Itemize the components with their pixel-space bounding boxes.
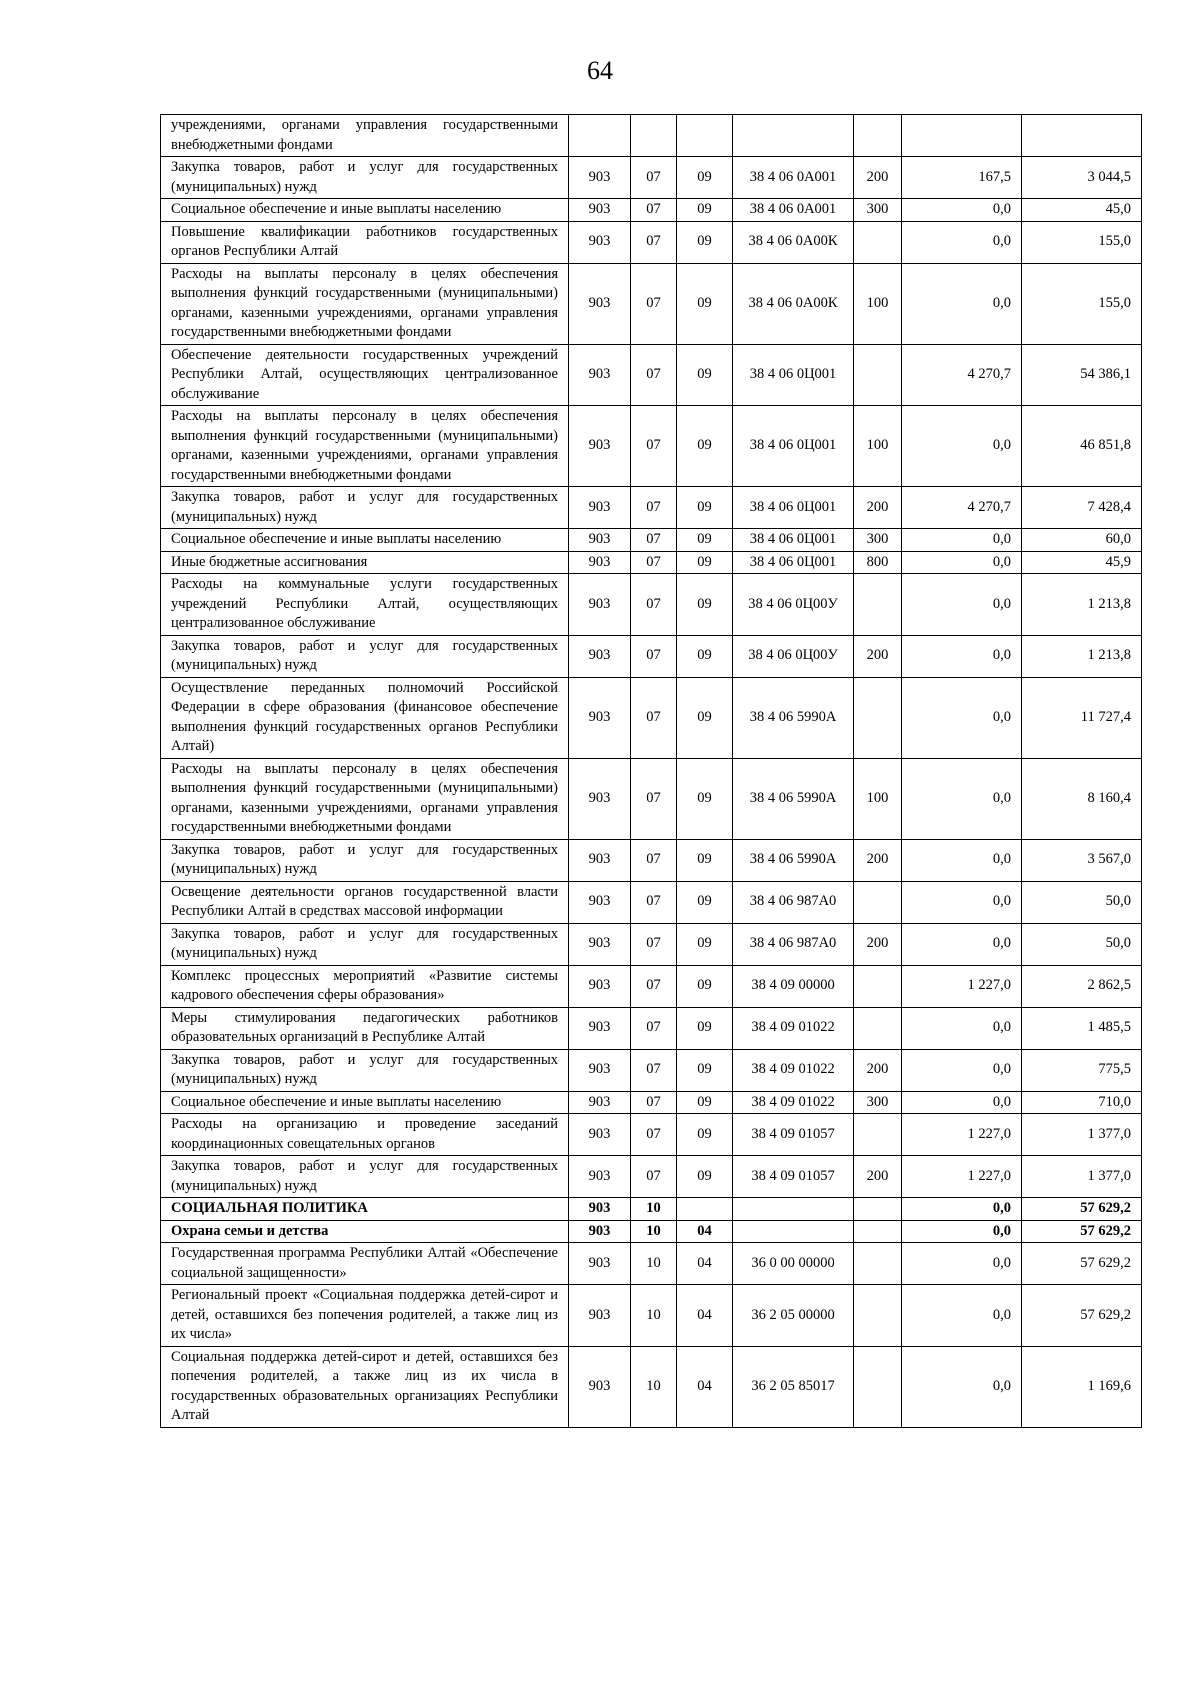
expense-type-cell	[854, 677, 902, 758]
subsection-code-cell: 04	[677, 1346, 733, 1427]
table-row	[161, 529, 1142, 552]
amount-total-cell: 57 629,2	[1022, 1220, 1142, 1243]
target-article-cell: 38 4 09 01022	[733, 1007, 854, 1049]
amount-total-cell: 1 377,0	[1022, 1156, 1142, 1198]
table-row	[161, 1285, 1142, 1347]
subsection-code-cell: 09	[677, 406, 733, 487]
amount-total-cell	[1022, 115, 1142, 157]
subsection-code-cell: 04	[677, 1243, 733, 1285]
amount-change-cell: 0,0	[902, 923, 1022, 965]
amount-total-cell: 155,0	[1022, 221, 1142, 263]
expense-name-cell: Закупка товаров, работ и услуг для государственных (муниципальных) нужд	[161, 1156, 569, 1198]
target-article-cell: 38 4 06 987А0	[733, 881, 854, 923]
table-row	[161, 923, 1142, 965]
section-code-cell: 07	[631, 344, 677, 406]
section-code-cell: 07	[631, 758, 677, 839]
subsection-code-cell: 09	[677, 635, 733, 677]
amount-change-cell: 0,0	[902, 1243, 1022, 1285]
amount-total-cell: 57 629,2	[1022, 1243, 1142, 1285]
expense-name-cell: Закупка товаров, работ и услуг для государственных (муниципальных) нужд	[161, 839, 569, 881]
amount-change-cell: 0,0	[902, 1346, 1022, 1427]
administrator-code-cell	[569, 115, 631, 157]
table-row	[161, 551, 1142, 574]
administrator-code-cell: 903	[569, 199, 631, 222]
amount-change-cell: 1 227,0	[902, 1156, 1022, 1198]
section-code-cell: 07	[631, 574, 677, 636]
expense-name-cell: Расходы на коммунальные услуги государственных учреждений Республики Алтай, осуществляющих централизованное обслуживание	[161, 574, 569, 636]
administrator-code-cell: 903	[569, 758, 631, 839]
target-article-cell: 36 2 05 00000	[733, 1285, 854, 1347]
subsection-code-cell: 09	[677, 1007, 733, 1049]
amount-change-cell: 0,0	[902, 1049, 1022, 1091]
administrator-code-cell: 903	[569, 1198, 631, 1221]
table-row	[161, 1114, 1142, 1156]
amount-total-cell: 1 485,5	[1022, 1007, 1142, 1049]
expense-name-cell: Повышение квалификации работников государственных органов Республики Алтай	[161, 221, 569, 263]
administrator-code-cell: 903	[569, 487, 631, 529]
subsection-code-cell: 04	[677, 1220, 733, 1243]
target-article-cell: 38 4 06 0Ц001	[733, 406, 854, 487]
subsection-code-cell: 09	[677, 221, 733, 263]
expense-name-cell: Осуществление переданных полномочий Российской Федерации в сфере образования (финансовое обеспечение выполнения функций государственных органов Республики Алтай)	[161, 677, 569, 758]
amount-change-cell: 0,0	[902, 881, 1022, 923]
administrator-code-cell: 903	[569, 1091, 631, 1114]
administrator-code-cell: 903	[569, 635, 631, 677]
section-code-cell: 07	[631, 406, 677, 487]
administrator-code-cell: 903	[569, 157, 631, 199]
section-code-cell: 07	[631, 635, 677, 677]
section-code-cell: 07	[631, 965, 677, 1007]
amount-change-cell: 0,0	[902, 635, 1022, 677]
expense-type-cell: 200	[854, 635, 902, 677]
expense-name-cell: Закупка товаров, работ и услуг для государственных (муниципальных) нужд	[161, 157, 569, 199]
budget-table-body	[161, 115, 1142, 1428]
expense-name-cell: Меры стимулирования педагогических работников образовательных организаций в Республике Алтай	[161, 1007, 569, 1049]
section-code-cell: 10	[631, 1220, 677, 1243]
expense-type-cell: 300	[854, 199, 902, 222]
amount-total-cell: 1 169,6	[1022, 1346, 1142, 1427]
expense-type-cell	[854, 1346, 902, 1427]
amount-change-cell: 0,0	[902, 199, 1022, 222]
amount-total-cell: 57 629,2	[1022, 1285, 1142, 1347]
administrator-code-cell: 903	[569, 677, 631, 758]
administrator-code-cell: 903	[569, 221, 631, 263]
amount-total-cell: 11 727,4	[1022, 677, 1142, 758]
administrator-code-cell: 903	[569, 1346, 631, 1427]
expense-name-cell: Государственная программа Республики Алтай «Обеспечение социальной защищенности»	[161, 1243, 569, 1285]
table-row	[161, 635, 1142, 677]
administrator-code-cell: 903	[569, 1007, 631, 1049]
target-article-cell: 38 4 06 0Ц00У	[733, 635, 854, 677]
administrator-code-cell: 903	[569, 1243, 631, 1285]
administrator-code-cell: 903	[569, 551, 631, 574]
amount-change-cell: 0,0	[902, 1220, 1022, 1243]
subsection-code-cell: 09	[677, 881, 733, 923]
table-row	[161, 881, 1142, 923]
target-article-cell: 38 4 06 0Ц001	[733, 344, 854, 406]
subsection-code-cell: 09	[677, 1114, 733, 1156]
section-code-cell: 10	[631, 1346, 677, 1427]
table-row	[161, 1049, 1142, 1091]
page-number: 64	[587, 56, 613, 85]
table-row	[161, 1243, 1142, 1285]
section-code-cell: 07	[631, 487, 677, 529]
amount-total-cell: 57 629,2	[1022, 1198, 1142, 1221]
amount-change-cell: 1 227,0	[902, 965, 1022, 1007]
expense-name-cell: Социальное обеспечение и иные выплаты населению	[161, 1091, 569, 1114]
amount-change-cell: 0,0	[902, 574, 1022, 636]
expense-name-cell: Расходы на организацию и проведение заседаний координационных совещательных органов	[161, 1114, 569, 1156]
amount-total-cell: 46 851,8	[1022, 406, 1142, 487]
administrator-code-cell: 903	[569, 1285, 631, 1347]
expense-type-cell	[854, 574, 902, 636]
expense-type-cell	[854, 1007, 902, 1049]
target-article-cell: 38 4 06 5990А	[733, 758, 854, 839]
section-code-cell: 10	[631, 1243, 677, 1285]
amount-change-cell: 1 227,0	[902, 1114, 1022, 1156]
expense-name-cell: Расходы на выплаты персоналу в целях обеспечения выполнения функций государственными (муниципальными) органами, казенными учреждениями, органами управления государственными внебюджетными фондами	[161, 758, 569, 839]
amount-total-cell: 1 213,8	[1022, 635, 1142, 677]
amount-total-cell: 710,0	[1022, 1091, 1142, 1114]
expense-type-cell	[854, 1243, 902, 1285]
table-row	[161, 1346, 1142, 1427]
administrator-code-cell: 903	[569, 1114, 631, 1156]
table-row	[161, 1198, 1142, 1221]
subsection-code-cell: 09	[677, 758, 733, 839]
subsection-code-cell	[677, 1198, 733, 1221]
subsection-code-cell: 09	[677, 1049, 733, 1091]
expense-name-cell: Закупка товаров, работ и услуг для государственных (муниципальных) нужд	[161, 487, 569, 529]
administrator-code-cell: 903	[569, 1049, 631, 1091]
expense-name-cell: учреждениями, органами управления государственными внебюджетными фондами	[161, 115, 569, 157]
subsection-code-cell: 09	[677, 529, 733, 552]
target-article-cell: 38 4 06 0А00К	[733, 221, 854, 263]
amount-total-cell: 50,0	[1022, 881, 1142, 923]
administrator-code-cell: 903	[569, 839, 631, 881]
amount-change-cell: 0,0	[902, 406, 1022, 487]
table-row	[161, 157, 1142, 199]
administrator-code-cell: 903	[569, 344, 631, 406]
administrator-code-cell: 903	[569, 263, 631, 344]
section-code-cell: 07	[631, 1114, 677, 1156]
expense-type-cell: 200	[854, 1156, 902, 1198]
target-article-cell: 38 4 06 0Ц001	[733, 487, 854, 529]
amount-change-cell: 0,0	[902, 221, 1022, 263]
amount-change-cell: 0,0	[902, 1198, 1022, 1221]
table-row	[161, 115, 1142, 157]
target-article-cell: 38 4 09 00000	[733, 965, 854, 1007]
expense-name-cell: Закупка товаров, работ и услуг для государственных (муниципальных) нужд	[161, 635, 569, 677]
expense-type-cell: 100	[854, 263, 902, 344]
subsection-code-cell: 09	[677, 263, 733, 344]
amount-change-cell: 0,0	[902, 551, 1022, 574]
target-article-cell	[733, 1198, 854, 1221]
amount-total-cell: 45,9	[1022, 551, 1142, 574]
amount-total-cell: 1 213,8	[1022, 574, 1142, 636]
section-code-cell: 07	[631, 881, 677, 923]
target-article-cell: 38 4 09 01022	[733, 1049, 854, 1091]
subsection-code-cell: 09	[677, 157, 733, 199]
subsection-code-cell	[677, 115, 733, 157]
amount-change-cell: 4 270,7	[902, 344, 1022, 406]
section-code-cell: 07	[631, 157, 677, 199]
expense-name-cell: Иные бюджетные ассигнования	[161, 551, 569, 574]
table-row	[161, 758, 1142, 839]
amount-change-cell: 0,0	[902, 1285, 1022, 1347]
section-code-cell: 07	[631, 839, 677, 881]
table-row	[161, 199, 1142, 222]
expense-type-cell	[854, 1285, 902, 1347]
target-article-cell: 36 0 00 00000	[733, 1243, 854, 1285]
table-row	[161, 487, 1142, 529]
table-row	[161, 1091, 1142, 1114]
expense-type-cell	[854, 965, 902, 1007]
section-code-cell: 07	[631, 551, 677, 574]
expense-name-cell: Расходы на выплаты персоналу в целях обеспечения выполнения функций государственными (муниципальными) органами, казенными учреждениями, органами управления государственными внебюджетными фондами	[161, 263, 569, 344]
expense-type-cell: 100	[854, 758, 902, 839]
target-article-cell: 38 4 06 0А001	[733, 157, 854, 199]
section-code-cell: 07	[631, 923, 677, 965]
table-row	[161, 406, 1142, 487]
amount-total-cell: 3 044,5	[1022, 157, 1142, 199]
expense-type-cell	[854, 1114, 902, 1156]
amount-change-cell: 0,0	[902, 839, 1022, 881]
expense-name-cell: Закупка товаров, работ и услуг для государственных (муниципальных) нужд	[161, 1049, 569, 1091]
table-row	[161, 839, 1142, 881]
target-article-cell: 38 4 06 987А0	[733, 923, 854, 965]
amount-total-cell: 60,0	[1022, 529, 1142, 552]
amount-change-cell: 0,0	[902, 677, 1022, 758]
target-article-cell: 38 4 06 5990А	[733, 839, 854, 881]
amount-total-cell: 54 386,1	[1022, 344, 1142, 406]
table-row	[161, 677, 1142, 758]
budget-table	[160, 114, 1142, 1428]
expense-name-cell: Комплекс процессных мероприятий «Развитие системы кадрового обеспечения сферы образования»	[161, 965, 569, 1007]
table-row	[161, 221, 1142, 263]
subsection-code-cell: 09	[677, 923, 733, 965]
expense-type-cell: 200	[854, 839, 902, 881]
amount-change-cell: 167,5	[902, 157, 1022, 199]
expense-type-cell: 100	[854, 406, 902, 487]
amount-change-cell: 0,0	[902, 1007, 1022, 1049]
expense-type-cell: 300	[854, 1091, 902, 1114]
section-code-cell: 07	[631, 1049, 677, 1091]
target-article-cell: 38 4 06 0А001	[733, 199, 854, 222]
section-code-cell: 07	[631, 199, 677, 222]
expense-name-cell: Освещение деятельности органов государственной власти Республики Алтай в средствах массовой информации	[161, 881, 569, 923]
section-code-cell: 07	[631, 1156, 677, 1198]
administrator-code-cell: 903	[569, 1220, 631, 1243]
amount-change-cell	[902, 115, 1022, 157]
administrator-code-cell: 903	[569, 923, 631, 965]
target-article-cell: 38 4 09 01057	[733, 1114, 854, 1156]
expense-type-cell: 300	[854, 529, 902, 552]
amount-total-cell: 775,5	[1022, 1049, 1142, 1091]
table-row	[161, 574, 1142, 636]
expense-type-cell: 200	[854, 487, 902, 529]
target-article-cell: 38 4 06 0Ц001	[733, 551, 854, 574]
expense-type-cell: 200	[854, 923, 902, 965]
expense-name-cell: Социальная поддержка детей-сирот и детей, оставшихся без попечения родителей, а также лиц из их числа в государственных образовательных организациях Республики Алтай	[161, 1346, 569, 1427]
amount-change-cell: 0,0	[902, 758, 1022, 839]
section-code-cell: 07	[631, 221, 677, 263]
expense-name-cell: СОЦИАЛЬНАЯ ПОЛИТИКА	[161, 1198, 569, 1221]
amount-total-cell: 8 160,4	[1022, 758, 1142, 839]
subsection-code-cell: 09	[677, 1156, 733, 1198]
section-code-cell: 07	[631, 677, 677, 758]
expense-type-cell	[854, 881, 902, 923]
target-article-cell: 38 4 09 01057	[733, 1156, 854, 1198]
subsection-code-cell: 09	[677, 839, 733, 881]
target-article-cell: 38 4 06 0Ц00У	[733, 574, 854, 636]
target-article-cell	[733, 1220, 854, 1243]
administrator-code-cell: 903	[569, 406, 631, 487]
amount-total-cell: 155,0	[1022, 263, 1142, 344]
table-row	[161, 1220, 1142, 1243]
table-row	[161, 1156, 1142, 1198]
amount-change-cell: 0,0	[902, 529, 1022, 552]
table-row	[161, 263, 1142, 344]
amount-change-cell: 0,0	[902, 1091, 1022, 1114]
target-article-cell: 38 4 06 0Ц001	[733, 529, 854, 552]
expense-type-cell	[854, 1198, 902, 1221]
subsection-code-cell: 09	[677, 199, 733, 222]
administrator-code-cell: 903	[569, 529, 631, 552]
expense-name-cell: Расходы на выплаты персоналу в целях обеспечения выполнения функций государственными (муниципальными) органами, казенными учреждениями, органами управления государственными внебюджетными фондами	[161, 406, 569, 487]
subsection-code-cell: 09	[677, 344, 733, 406]
section-code-cell: 07	[631, 1091, 677, 1114]
expense-name-cell: Социальное обеспечение и иные выплаты населению	[161, 199, 569, 222]
section-code-cell: 07	[631, 529, 677, 552]
expense-type-cell	[854, 221, 902, 263]
subsection-code-cell: 04	[677, 1285, 733, 1347]
amount-total-cell: 3 567,0	[1022, 839, 1142, 881]
table-row	[161, 965, 1142, 1007]
expense-name-cell: Охрана семьи и детства	[161, 1220, 569, 1243]
amount-total-cell: 2 862,5	[1022, 965, 1142, 1007]
amount-total-cell: 50,0	[1022, 923, 1142, 965]
section-code-cell: 10	[631, 1198, 677, 1221]
subsection-code-cell: 09	[677, 1091, 733, 1114]
amount-total-cell: 1 377,0	[1022, 1114, 1142, 1156]
expense-type-cell: 800	[854, 551, 902, 574]
subsection-code-cell: 09	[677, 574, 733, 636]
target-article-cell: 38 4 09 01022	[733, 1091, 854, 1114]
subsection-code-cell: 09	[677, 487, 733, 529]
expense-name-cell: Обеспечение деятельности государственных учреждений Республики Алтай, осуществляющих централизованное обслуживание	[161, 344, 569, 406]
target-article-cell: 36 2 05 85017	[733, 1346, 854, 1427]
expense-type-cell: 200	[854, 1049, 902, 1091]
section-code-cell: 07	[631, 1007, 677, 1049]
target-article-cell	[733, 115, 854, 157]
amount-change-cell: 0,0	[902, 263, 1022, 344]
expense-name-cell: Закупка товаров, работ и услуг для государственных (муниципальных) нужд	[161, 923, 569, 965]
target-article-cell: 38 4 06 0А00К	[733, 263, 854, 344]
section-code-cell	[631, 115, 677, 157]
administrator-code-cell: 903	[569, 881, 631, 923]
target-article-cell: 38 4 06 5990А	[733, 677, 854, 758]
section-code-cell: 10	[631, 1285, 677, 1347]
expense-type-cell	[854, 115, 902, 157]
administrator-code-cell: 903	[569, 965, 631, 1007]
expense-name-cell: Региональный проект «Социальная поддержка детей-сирот и детей, оставшихся без попечения родителей, а также лиц из их числа»	[161, 1285, 569, 1347]
administrator-code-cell: 903	[569, 1156, 631, 1198]
section-code-cell: 07	[631, 263, 677, 344]
expense-type-cell	[854, 1220, 902, 1243]
amount-total-cell: 45,0	[1022, 199, 1142, 222]
expense-type-cell: 200	[854, 157, 902, 199]
amount-total-cell: 7 428,4	[1022, 487, 1142, 529]
table-row	[161, 344, 1142, 406]
expense-name-cell: Социальное обеспечение и иные выплаты населению	[161, 529, 569, 552]
subsection-code-cell: 09	[677, 677, 733, 758]
table-row	[161, 1007, 1142, 1049]
amount-change-cell: 4 270,7	[902, 487, 1022, 529]
administrator-code-cell: 903	[569, 574, 631, 636]
subsection-code-cell: 09	[677, 965, 733, 1007]
subsection-code-cell: 09	[677, 551, 733, 574]
expense-type-cell	[854, 344, 902, 406]
